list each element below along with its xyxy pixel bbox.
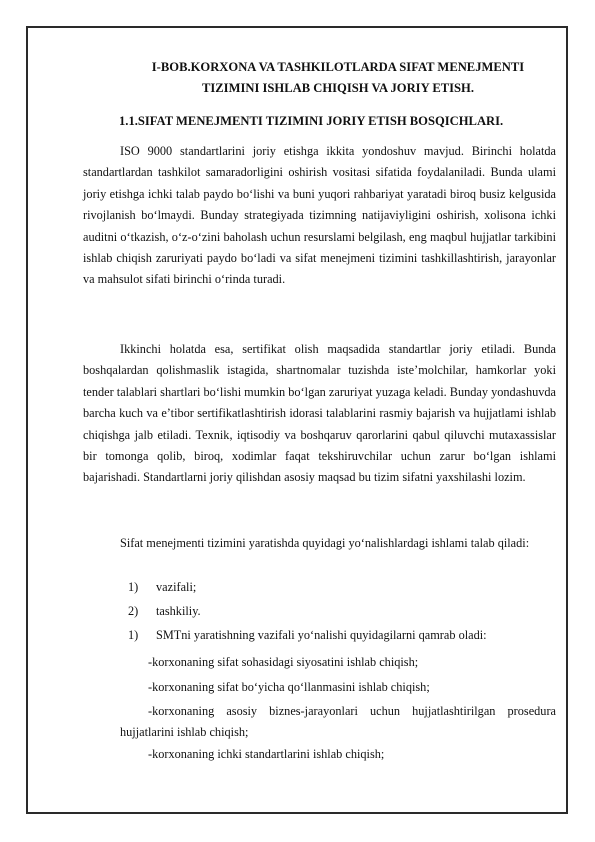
section-title: 1.1.SIFAT MENEJMENTI TIZIMINI JORIY ETISH BOSQICHLARI. [119,114,504,128]
list-item-number: 2) [128,604,139,618]
dash-item: -korxonaning asosiy biznes-jarayonlari uchun hujjatlashtirilgan prosedura hujjatlarini ishlab chiqish; [120,704,556,740]
dash-item: -korxonaning sifat sohasidagi siyosatini ishlab chiqish; [148,655,419,669]
chapter-title-line-1: I-BOB.KORXONA VA TASHKILOTLARDA SIFAT MENEJMENTI [151,60,525,74]
paragraph-2: Ikkinchi holatda esa, sertifikat olish maqsadida standartlar joriy etiladi. Bunda boshqalardan qolishmaslik istagida, shartnomalar tuzishda iste’molchilar, hamkorlar yoki tender talablari shartlari bo‘lishi mumkin bo‘lgan zaruriyat yuzaga keladi. Bunday yondashuvda barcha kuch va e’tibor sertifikatlashtirish idorasi talablarini rasmiy bajarish va hujjatlami ishlab chiqishga jalb etiladi. Texnik, iqtisodiy va boshqaruv qarorlarini qabul qiluvchi mutaxassislar bir tomonga qolib, biroq, xodimlar faqat tekshiruvchilar uchun zarur bo‘lgan ishlami bajarishadi. Standartlarni joriy qilishdan asosiy maqsad bu tizim sifatni yaxshilashi lozim. [83,342,556,485]
list-item-text: tashkiliy. [156,604,201,618]
dash-item: -korxonaning sifat bo‘yicha qo‘llanmasini ishlab chiqish; [148,680,430,694]
paragraph-3: Sifat menejmenti tizimini yaratishda quyidagi yo‘nalishlardagi ishlami talab qiladi: [120,536,530,550]
list-item-number: 1) [128,628,139,642]
list-item-number: 1) [128,580,139,594]
list-item-text: SMTni yaratishning vazifali yo‘nalishi quyidagilarni qamrab oladi: [156,628,487,642]
chapter-title-line-2: TIZIMINI ISHLAB CHIQISH VA JORIY ETISH. [201,81,475,95]
list-item-text: vazifali; [156,580,197,594]
paragraph-1: ISO 9000 standartlarini joriy etishga ikkita yondoshuv mavjud. Birinchi holatda standartlardan tashkilot samaradorligini oshirish vositasi sifatida foydalaniladi. Bunda ulami joriy etishga ichki talab paydo bo‘lishi va buni yuqori rahbariyat yaratadi biroq busiz kelgusida rivojlanish bo‘lmaydi. Bunday strategiyada tizimning natijaviyligini oshirish, xolisona ichki auditni o‘tkazish, o‘z-o‘zini baholash uchun resurslami belgilash, eng maqbul hujjatlar tarkibini ishlab chiqish zaruriyati paydo bo‘ladi va sifat menejmeni tizimini tashkillashtirish, jarayonlar va mahsulot sifati birinchi o‘rinda turadi. [83,144,556,287]
dash-item: -korxonaning ichki standartlarini ishlab chiqish; [148,747,385,761]
